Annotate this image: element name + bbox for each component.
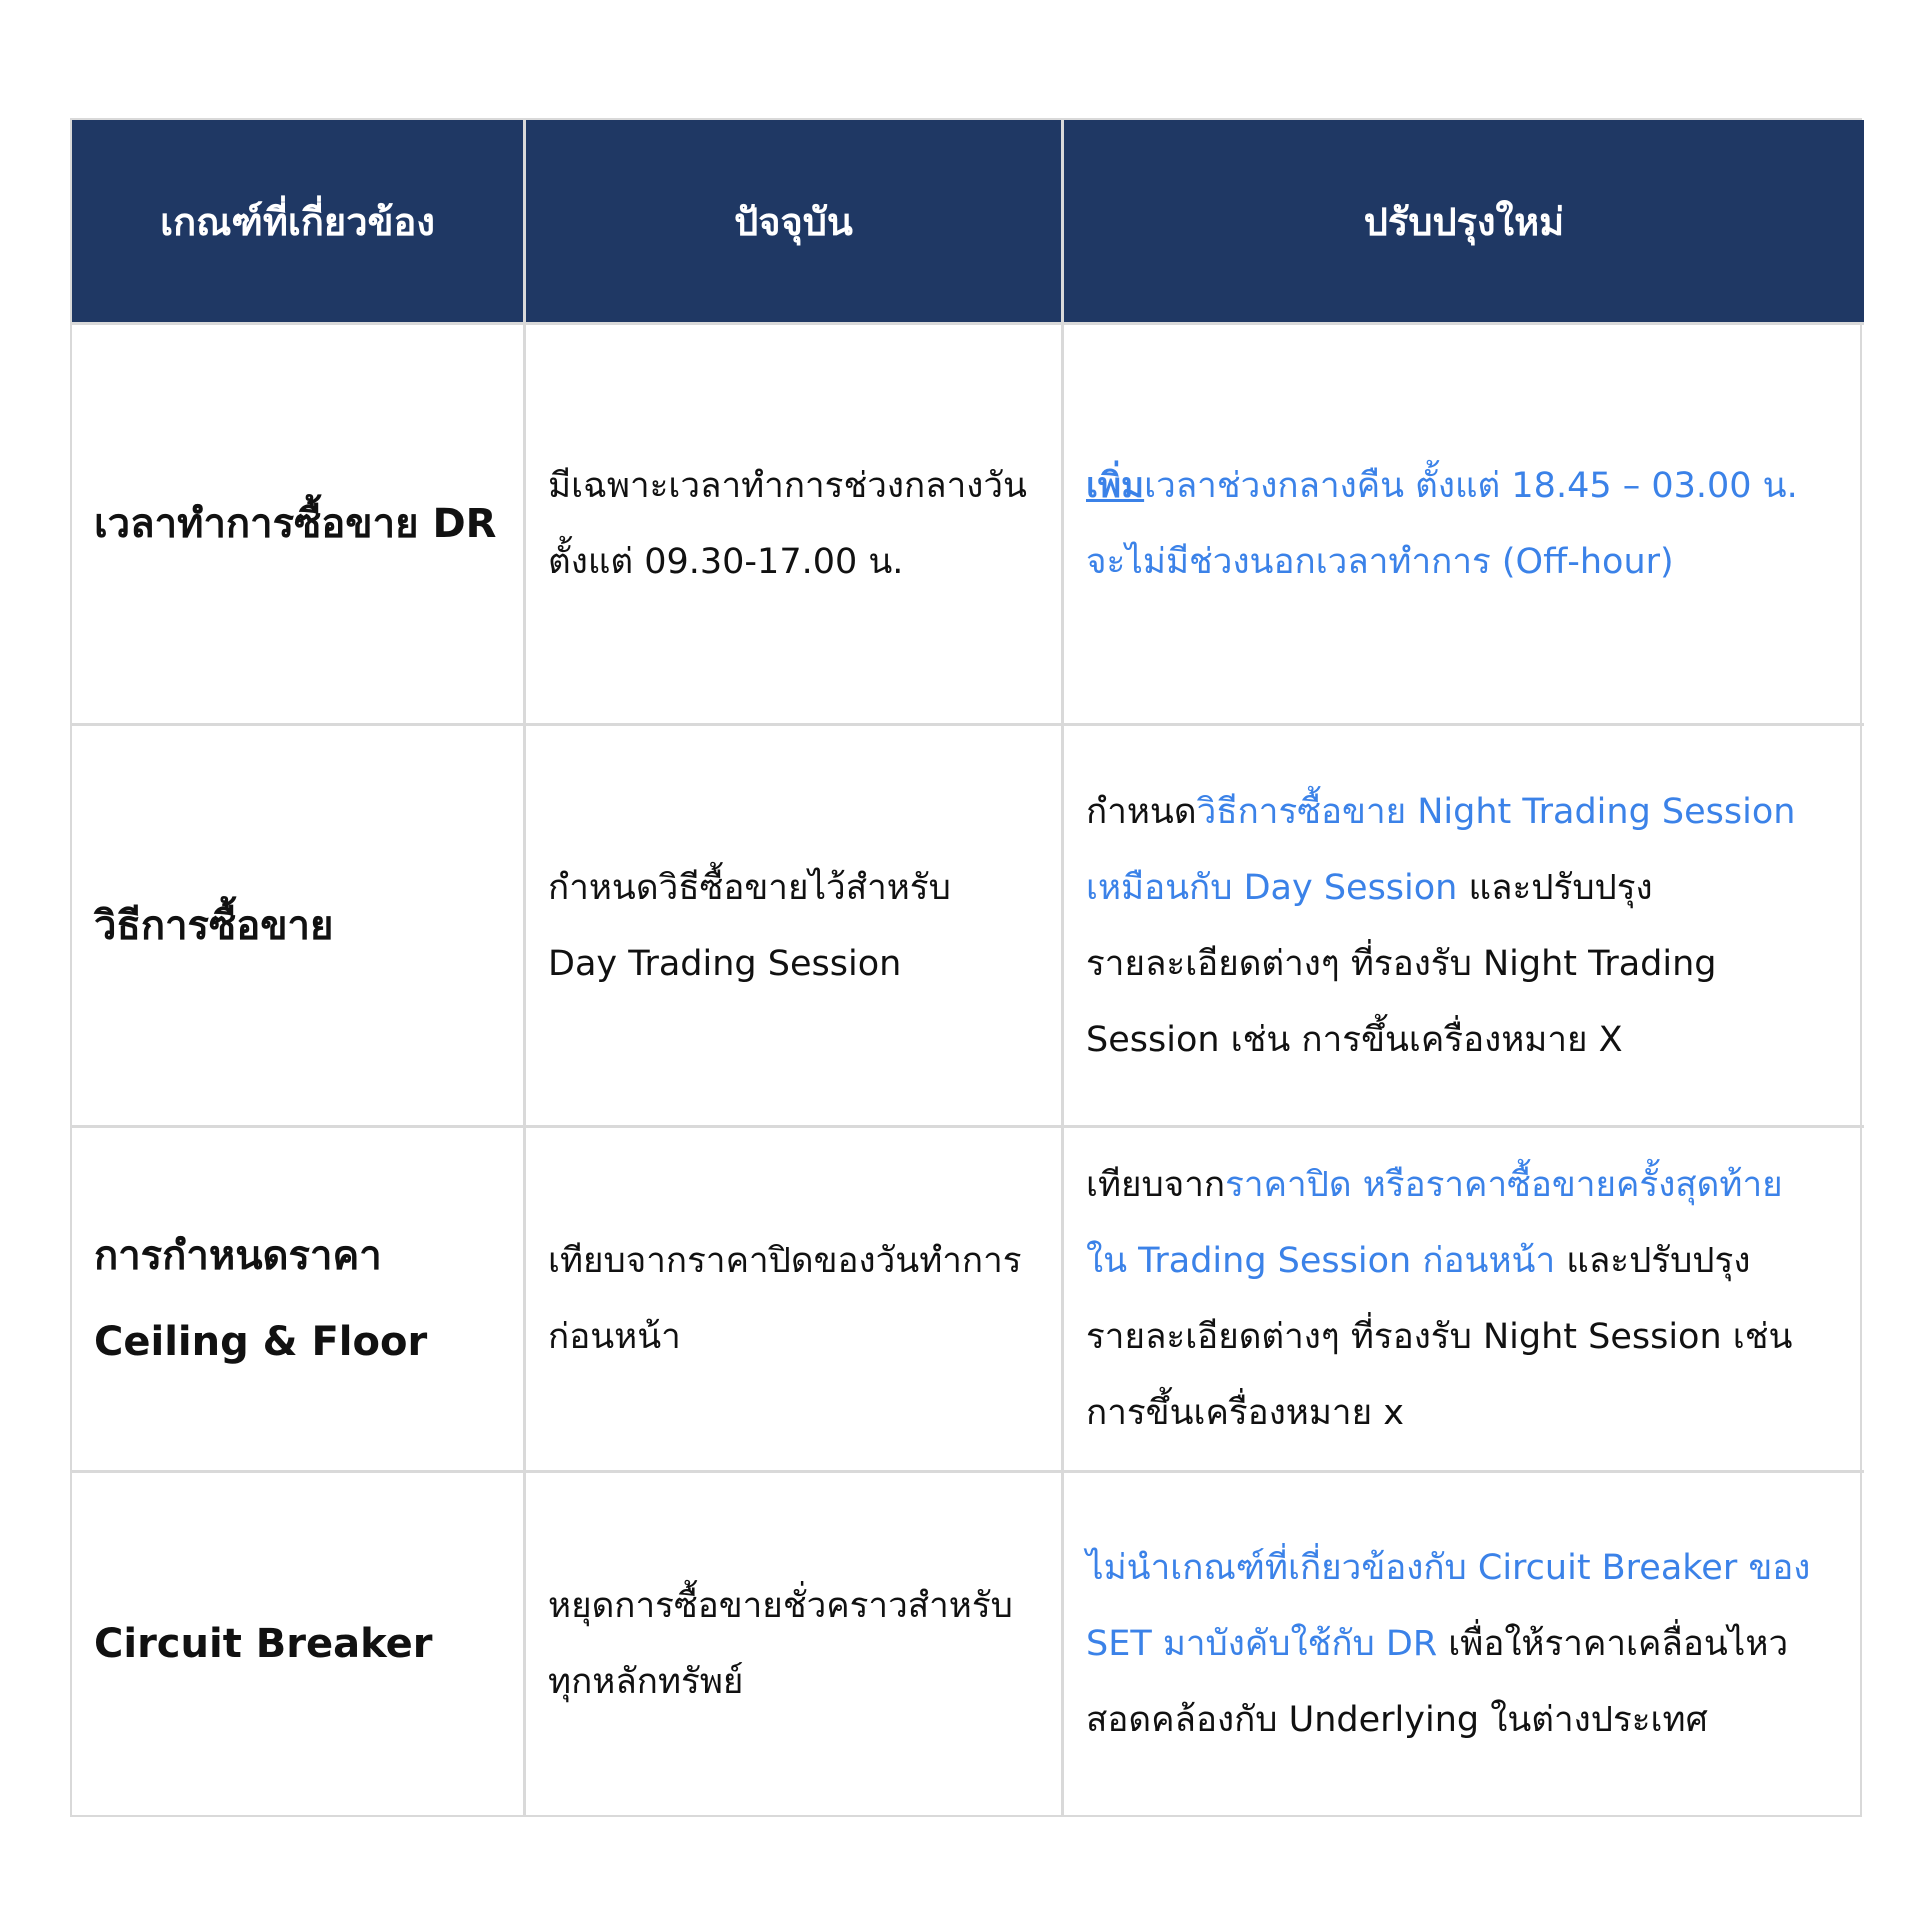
row3-update-line1	[1086, 1147, 1792, 1223]
row3-update-line2-blue: ใน Trading Session ก่อนหน้า	[1086, 1241, 1556, 1281]
row2-update-line1-blue: วิธีการซื้อขาย Night Trading Session	[1196, 791, 1796, 832]
row1-update-link[interactable]: เพิ่ม	[1086, 466, 1145, 506]
row2-update-line2	[1086, 850, 1795, 926]
row2-current-line2: Day Trading Session	[548, 943, 902, 984]
row2-update-line3: รายละเอียดต่างๆ ที่รองรับ Night Trading	[1086, 943, 1717, 984]
row3-update	[1064, 1128, 1864, 1473]
row4-criterion	[72, 1473, 526, 1815]
row1-update-line2: จะไม่มีช่วงนอกเวลาทำการ (Off-hour)	[1086, 542, 1674, 582]
row4-update-line2	[1086, 1606, 1810, 1682]
row4-update	[1064, 1473, 1864, 1815]
row2-current-line1: กำหนดวิธีซื้อขายไว้สำหรับ	[548, 867, 951, 908]
header-criteria	[72, 120, 526, 325]
row1-criterion-text: เวลาทำการซื้อขาย DR	[94, 501, 497, 547]
row2-current	[526, 726, 1064, 1128]
row1-current	[526, 325, 1064, 726]
row4-current	[526, 1473, 1064, 1815]
row3-current-line1: เทียบจากราคาปิดของวันทำการ	[548, 1241, 1022, 1281]
row3-criterion-line2: Ceiling & Floor	[94, 1319, 428, 1365]
header-update-label: ปรับปรุงใหม่	[1363, 199, 1565, 244]
header-current	[526, 120, 1064, 325]
row4-current-line1: หยุดการซื้อขายชั่วคราวสำหรับ	[548, 1586, 1013, 1626]
comparison-table	[70, 118, 1862, 1817]
row1-criterion	[72, 325, 526, 726]
row4-current-line2: ทุกหลักทรัพย์	[548, 1662, 744, 1702]
header-update	[1064, 120, 1864, 325]
row3-update-line2-black: และปรับปรุง	[1555, 1241, 1751, 1281]
header-criteria-label: เกณฑ์ที่เกี่ยวข้อง	[160, 199, 435, 244]
row1-update-line1	[1086, 448, 1798, 524]
row3-update-line3: รายละเอียดต่างๆ ที่รองรับ Night Session เช่น	[1086, 1317, 1793, 1357]
row3-current	[526, 1128, 1064, 1473]
row3-criterion-line1: การกำหนดราคา	[94, 1233, 382, 1279]
row3-update-line2	[1086, 1223, 1792, 1299]
row1-current-line2: ตั้งแต่ 09.30-17.00 น.	[548, 542, 904, 582]
row4-update-line2-blue: SET มาบังคับใช้กับ DR	[1086, 1624, 1438, 1664]
row4-update-line3: สอดคล้องกับ Underlying ในต่างประเทศ	[1086, 1700, 1708, 1740]
header-current-label: ปัจจุบัน	[734, 199, 853, 244]
row1-update-line1-text: เวลาช่วงกลางคืน ตั้งแต่ 18.45 – 03.00 น.	[1144, 466, 1798, 506]
row4-update-line2-black: เพื่อให้ราคาเคลื่อนไหว	[1437, 1624, 1789, 1664]
row3-current-line2: ก่อนหน้า	[548, 1317, 681, 1357]
row3-criterion	[72, 1128, 526, 1473]
row2-update-line1-black: กำหนด	[1086, 791, 1197, 832]
row1-current-line1: มีเฉพาะเวลาทำการช่วงกลางวัน	[548, 466, 1027, 506]
row2-criterion	[72, 726, 526, 1128]
row3-update-line1-black: เทียบจาก	[1086, 1165, 1226, 1205]
row2-update-line2-black: และปรับปรุง	[1457, 867, 1653, 908]
row4-update-line1: ไม่นำเกณฑ์ที่เกี่ยวข้องกับ Circuit Breaker ของ	[1086, 1548, 1811, 1588]
row2-criterion-text: วิธีการซื้อขาย	[94, 902, 334, 949]
row3-update-line1-blue: ราคาปิด หรือราคาซื้อขายครั้งสุดท้าย	[1225, 1165, 1783, 1205]
row1-update	[1064, 325, 1864, 726]
row2-update-line2-blue: เหมือนกับ Day Session	[1086, 867, 1458, 908]
row3-update-line4: การขึ้นเครื่องหมาย x	[1086, 1393, 1404, 1433]
row2-update	[1064, 726, 1864, 1128]
row2-update-line4: Session เช่น การขึ้นเครื่องหมาย X	[1086, 1019, 1623, 1060]
row4-criterion-text: Circuit Breaker	[94, 1621, 433, 1667]
row2-update-line1	[1086, 774, 1795, 850]
